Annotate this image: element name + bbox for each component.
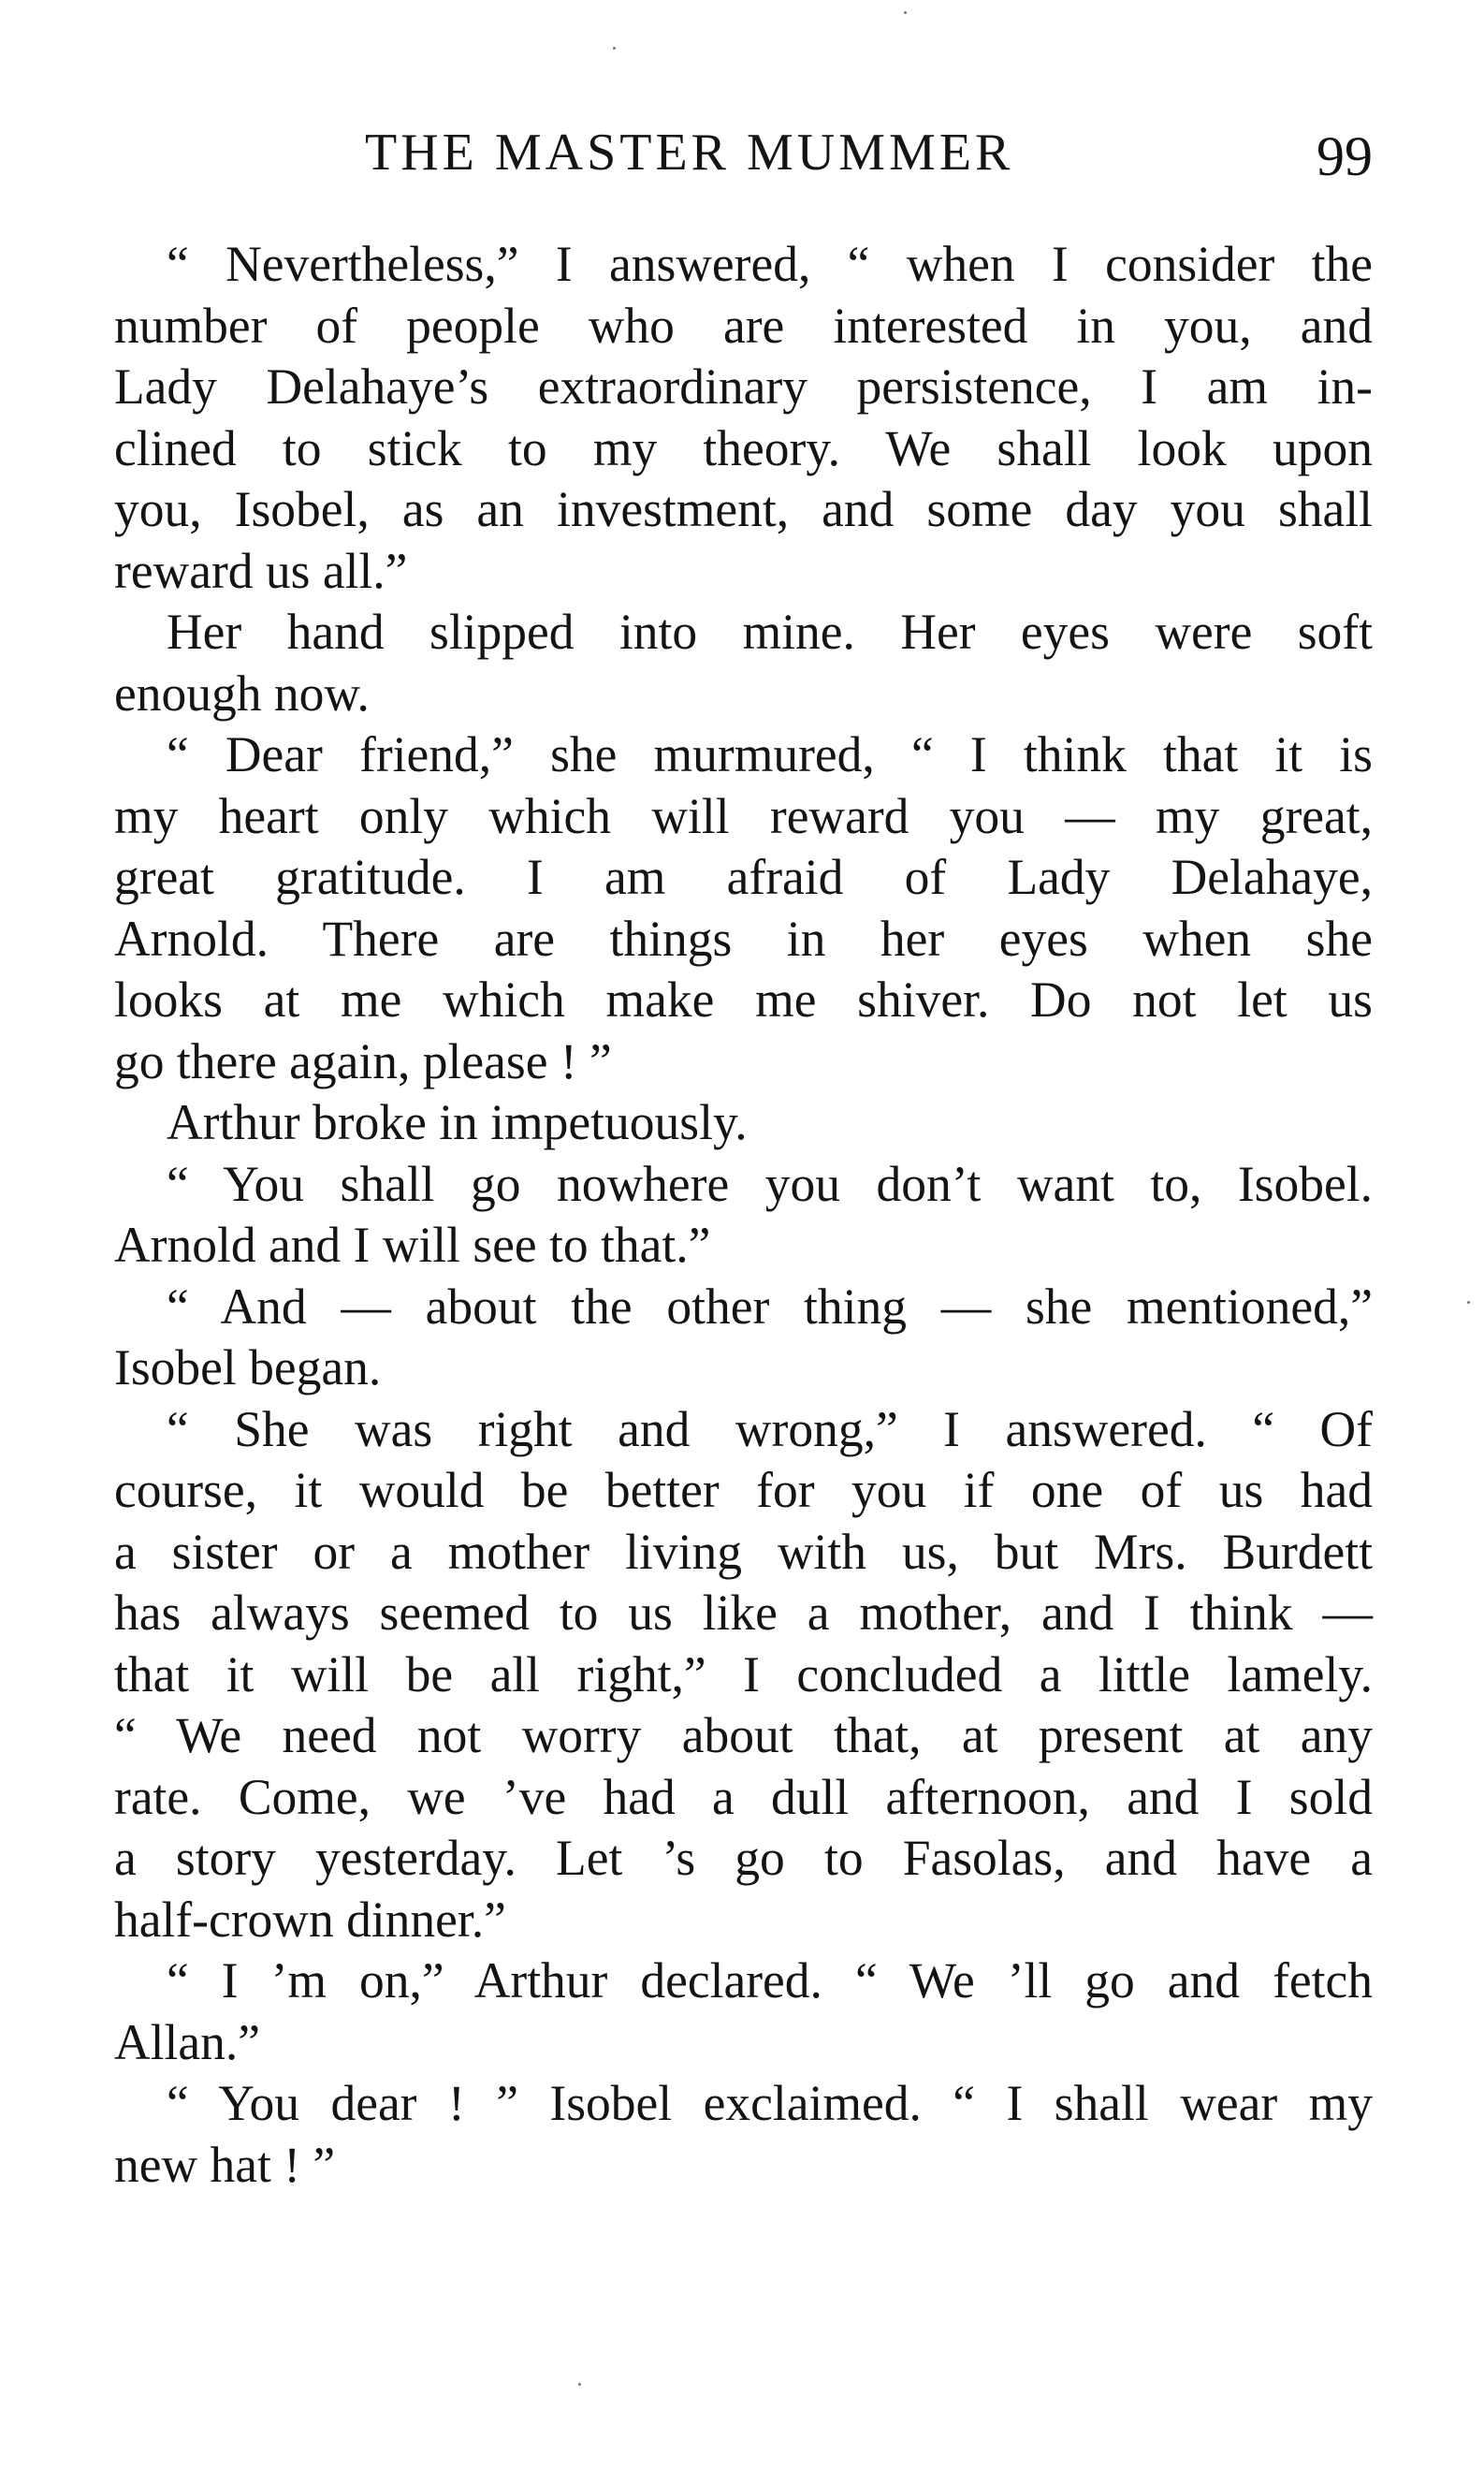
paper-speck (613, 47, 616, 50)
text-line: looks at me which make me shiver. Do not let us (114, 972, 1373, 1028)
text-line: “ I ’m on,” Arthur declared. “ We ’ll go and fetch (167, 1952, 1373, 2009)
text-line: “ You shall go nowhere you don’t want to, Isobel. (167, 1155, 1373, 1212)
text-line: that it will be all right,” I concluded a little lamely. (114, 1645, 1373, 1702)
text-line: “ You dear ! ” Isobel exclaimed. “ I shall wear my (167, 2075, 1373, 2131)
text-line: “ Nevertheless,” I answered, “ when I consider the (167, 236, 1373, 292)
text-line: my heart only which will reward you — my great, (114, 787, 1373, 844)
text-line: clined to stick to my theory. We shall look upon (114, 419, 1373, 476)
text-line: Isobel began. (114, 1339, 382, 1395)
paper-speck (904, 11, 907, 14)
text-line: Arthur broke in impetuously. (167, 1094, 748, 1150)
text-line: you, Isobel, as an investment, and some day you shall (114, 481, 1373, 537)
paper-speck (1467, 1301, 1470, 1304)
text-line: “ She was right and wrong,” I answered. “ Of (167, 1400, 1373, 1457)
text-line: Her hand slipped into mine. Her eyes were soft (167, 604, 1373, 660)
text-line: half-crown dinner.” (114, 1891, 506, 1948)
text-line: “ We need not worry about that, at present at any (114, 1707, 1373, 1763)
text-line: “ And — about the other thing — she mentioned,” (167, 1278, 1373, 1335)
text-line: has always seemed to us like a mother, and I think — (114, 1585, 1373, 1641)
text-line: new hat ! ” (114, 2136, 336, 2193)
running-title: THE MASTER MUMMER (365, 124, 1014, 182)
text-line: great gratitude. I am afraid of Lady Delahaye, (114, 849, 1373, 905)
text-line: rate. Come, we ’ve had a dull afternoon, and I sold (114, 1768, 1373, 1825)
paper-speck (578, 2383, 581, 2386)
text-line: Arnold. There are things in her eyes when she (114, 910, 1373, 967)
text-line: number of people who are interested in you, and (114, 297, 1373, 354)
text-line: Arnold and I will see to that.” (114, 1217, 711, 1273)
text-line: reward us all.” (114, 542, 408, 599)
text-line: a story yesterday. Let ’s go to Fasolas, and have a (114, 1830, 1373, 1886)
page-number: 99 (1317, 125, 1373, 187)
body-text (114, 234, 1373, 2196)
text-line: a sister or a mother living with us, but Mrs. Burdett (114, 1523, 1373, 1580)
text-line: “ Dear friend,” she murmured, “ I think that it is (167, 726, 1373, 782)
running-head (114, 120, 1373, 185)
text-line: course, it would be better for you if one of us had (114, 1462, 1373, 1518)
text-line: go there again, please ! ” (114, 1032, 612, 1089)
text-line: enough now. (114, 665, 370, 722)
text-line: Lady Delahaye’s extraordinary persistence, I am in- (114, 358, 1373, 415)
text-line: Allan.” (114, 2013, 260, 2070)
